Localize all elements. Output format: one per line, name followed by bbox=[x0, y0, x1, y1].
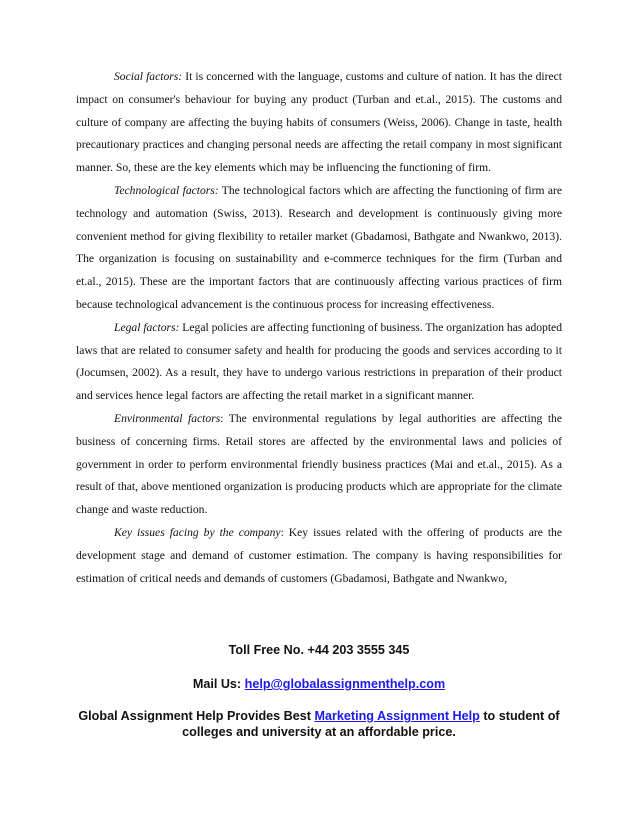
paragraph-heading: Social factors: bbox=[114, 70, 183, 83]
paragraph-environmental-factors bbox=[76, 408, 562, 522]
paragraph-text: : Key issues related with the offering of products are the development stage and demand of customer estimation. The company is having responsibilities for estimation of critical needs and demands of customers (Gbadamosi, Bathgate and Nwankwo, bbox=[76, 525, 562, 585]
document-body bbox=[76, 66, 562, 590]
mail-line bbox=[60, 676, 578, 692]
marketing-assignment-help-link[interactable]: Marketing Assignment Help bbox=[314, 709, 480, 723]
contact-footer bbox=[60, 642, 578, 740]
mail-label: Mail Us: bbox=[192, 677, 245, 691]
paragraph-heading: Legal factors: bbox=[114, 320, 180, 334]
toll-free-number: Toll Free No. +44 203 3555 345 bbox=[228, 643, 410, 657]
paragraph-heading: Environmental factors bbox=[114, 411, 221, 425]
paragraph-key-issues bbox=[76, 522, 562, 590]
promo-text-before: Global Assignment Help Provides Best bbox=[78, 709, 315, 723]
paragraph-text: Legal policies are affecting functioning of business. The organization has adopted laws that are related to consumer safety and health for producing the goods and services according to it (Jocumsen, 2002). As a result, they have to undergo various restrictions in preparation of their product and services hence legal factors are affecting the retail market in a significant manner. bbox=[76, 320, 562, 403]
paragraph-legal-factors bbox=[76, 317, 562, 408]
paragraph-heading: Technological factors: bbox=[114, 183, 219, 197]
paragraph-heading: Key issues facing by the company bbox=[114, 525, 281, 539]
paragraph-text: The technological factors which are affecting the functioning of firm are technology and automation (Swiss, 2013). Research and development is continuously giving more convenient method for giving flexibility to retailer market (Gbadamosi, Bathgate and Nwankwo, 2013). The organization is focusing on sustainability and e-commerce techniques for the firm (Turban and et.al., 2015). These are the important factors that are continuously affecting various practices of firm because technological advancement is the continuous process for increasing effectiveness. bbox=[76, 183, 562, 311]
promo-line bbox=[60, 708, 578, 740]
paragraph-social-factors bbox=[76, 66, 562, 180]
promo-text-after: to student of colleges and university at an affordable price. bbox=[182, 709, 560, 739]
email-link[interactable]: help@globalassignmenthelp.com bbox=[244, 677, 446, 691]
paragraph-text: It is concerned with the language, customs and culture of nation. It has the direct impact on consumer's behaviour for buying any product (Turban and et.al., 2015). The customs and culture of company are affecting the buying habits of consumers (Weiss, 2006). Change in taste, health precautionary practices and changing personal needs are affecting the retail company in most significant manner. So, these are the key elements which may be influencing the functioning of firm. bbox=[76, 70, 562, 175]
paragraph-technological-factors bbox=[76, 180, 562, 317]
paragraph-text: : The environmental regulations by legal authorities are affecting the business of concerning firms. Retail stores are affected by the environmental laws and policies of government in order to perform environmental friendly business practices (Mai and et.al., 2015). As a result of that, above mentioned organization is producing products which are appropriate for the climate change and waste reduction. bbox=[76, 411, 562, 517]
